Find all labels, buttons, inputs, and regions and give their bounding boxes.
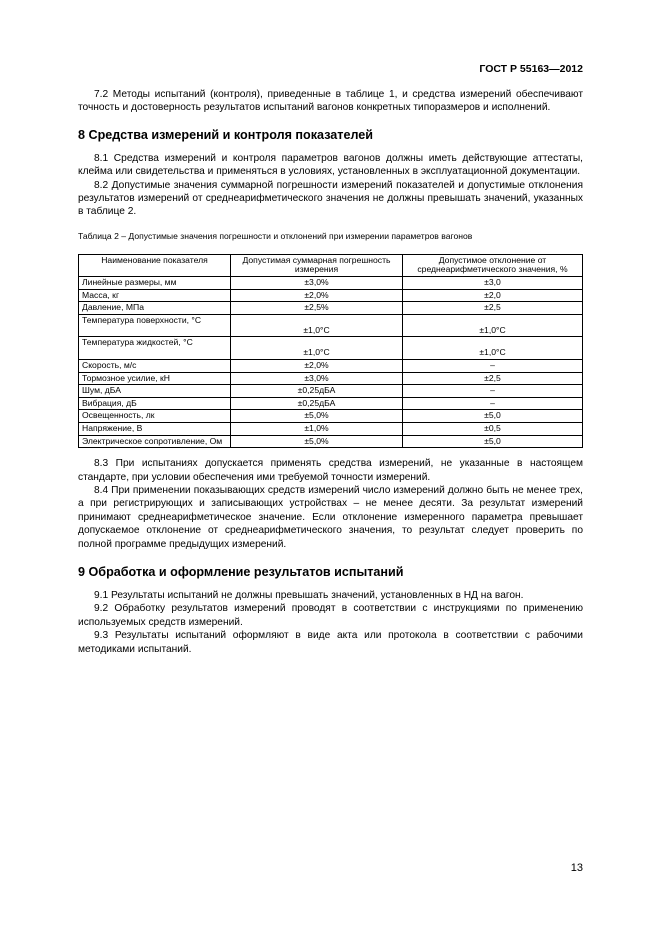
section-9-title: 9 Обработка и оформление результатов испытаний <box>78 565 404 579</box>
header-total-error: Допустимая суммарная погрешность измерения <box>231 254 403 276</box>
cell-deviation: ±5,0 <box>403 410 583 423</box>
cell-parameter-name: Масса, кг <box>79 289 231 302</box>
cell-total-error: ±5,0% <box>231 410 403 423</box>
cell-deviation: ±5,0 <box>403 435 583 448</box>
cell-parameter-name: Электрическое сопротивление, Ом <box>79 435 231 448</box>
table-2-caption: Таблица 2 – Допустимые значения погрешности и отклонений при измерении параметров вагонов <box>78 230 473 241</box>
cell-parameter-name: Тормозное усилие, кН <box>79 372 231 385</box>
paragraph-9-3: 9.3 Результаты испытаний оформляют в виде акта или протокола в соответствии с рабочими методиками испытаний. <box>78 630 583 655</box>
cell-deviation: – <box>403 360 583 373</box>
cell-total-error: ±2,0% <box>231 289 403 302</box>
cell-deviation: ±3,0 <box>403 277 583 290</box>
cell-total-error: ±2,0% <box>231 360 403 373</box>
paragraph-8-2: 8.2 Допустимые значения суммарной погрешности измерений показателей и допустимые отклонения результатов измерений от среднеарифметического значения не должны превышать значений, указанных в таблице 2. <box>78 179 583 218</box>
cell-total-error: ±3,0% <box>231 372 403 385</box>
cell-total-error: ±1,0°С <box>231 314 403 337</box>
table-row <box>79 360 583 373</box>
paragraph-7-2: 7.2 Методы испытаний (контроля), приведенные в таблице 1, и средства измерений обеспечивают точность и достоверность результатов испытаний вагонов конкретных типоразмеров и исполнений. <box>78 89 583 114</box>
cell-parameter-name: Вибрация, дБ <box>79 397 231 410</box>
header-parameter-name: Наименование показателя <box>79 254 231 276</box>
cell-parameter-name: Шум, дБА <box>79 385 231 398</box>
cell-deviation: ±2,0 <box>403 289 583 302</box>
paragraph-8-3: 8.3 При испытаниях допускается применять средства измерений, не указанные в настоящем стандарте, при условии обеспечения ими требуемой точности измерений. <box>78 458 583 483</box>
cell-deviation: – <box>403 397 583 410</box>
table-row <box>79 337 583 360</box>
table-row <box>79 435 583 448</box>
cell-parameter-name: Линейные размеры, мм <box>79 277 231 290</box>
table-row <box>79 372 583 385</box>
cell-deviation: – <box>403 385 583 398</box>
section-8-title: 8 Средства измерений и контроля показателей <box>78 127 374 142</box>
paragraph-8-4: 8.4 При применении показывающих средств измерений число измерений должно быть не менее трех, а при регистрирующих и записывающих устройствах – не менее десяти. За результат измерений принимают среднеарифметическое значение. Если отклонение измеренного параметра превышает допускаемое отклонение от среднеарифметического значения, то результат следует проверить по полной программе предыдущих измерений. <box>78 484 583 550</box>
cell-total-error: ±0,25дБА <box>231 397 403 410</box>
cell-total-error: ±1,0°С <box>231 337 403 360</box>
cell-total-error: ±2,5% <box>231 302 403 315</box>
header-deviation: Допустимое отклонение от среднеарифметического значения, % <box>403 254 583 276</box>
paragraph-9-2: 9.2 Обработку результатов измерений проводят в соответствии с инструкциями по применению используемых средств измерений. <box>78 603 583 628</box>
cell-deviation: ±2,5 <box>403 372 583 385</box>
paragraph-9-1: 9.1 Результаты испытаний не должны превышать значений, установленных в НД на вагон. <box>94 590 524 601</box>
page-number: 13 <box>570 862 583 874</box>
cell-total-error: ±0,25дБА <box>231 385 403 398</box>
table-row <box>79 289 583 302</box>
table-row <box>79 422 583 435</box>
cell-parameter-name: Температура жидкостей, °С <box>79 337 231 360</box>
cell-deviation: ±1,0°С <box>403 337 583 360</box>
table-row <box>79 410 583 423</box>
table-row <box>79 277 583 290</box>
table-row <box>79 314 583 337</box>
cell-total-error: ±5,0% <box>231 435 403 448</box>
table-2 <box>78 254 583 448</box>
table-row <box>79 385 583 398</box>
paragraph-8-1: 8.1 Средства измерений и контроля параметров вагонов должны иметь действующие аттестаты, клейма или свидетельства и применяться в условиях, установленных в эксплуатационной документации. <box>78 152 583 178</box>
cell-total-error: ±1,0% <box>231 422 403 435</box>
document-code: ГОСТ Р 55163—2012 <box>479 63 583 75</box>
cell-deviation: ±1,0°С <box>403 314 583 337</box>
cell-deviation: ±0,5 <box>403 422 583 435</box>
cell-parameter-name: Скорость, м/с <box>79 360 231 373</box>
cell-parameter-name: Температура поверхности, °С <box>79 314 231 337</box>
table-row <box>79 397 583 410</box>
cell-parameter-name: Давление, МПа <box>79 302 231 315</box>
table-header-row <box>79 254 583 276</box>
cell-parameter-name: Напряжение, В <box>79 422 231 435</box>
cell-deviation: ±2,5 <box>403 302 583 315</box>
page-content <box>78 88 583 656</box>
cell-parameter-name: Освещенность, лк <box>79 410 231 423</box>
cell-total-error: ±3,0% <box>231 277 403 290</box>
table-row <box>79 302 583 315</box>
